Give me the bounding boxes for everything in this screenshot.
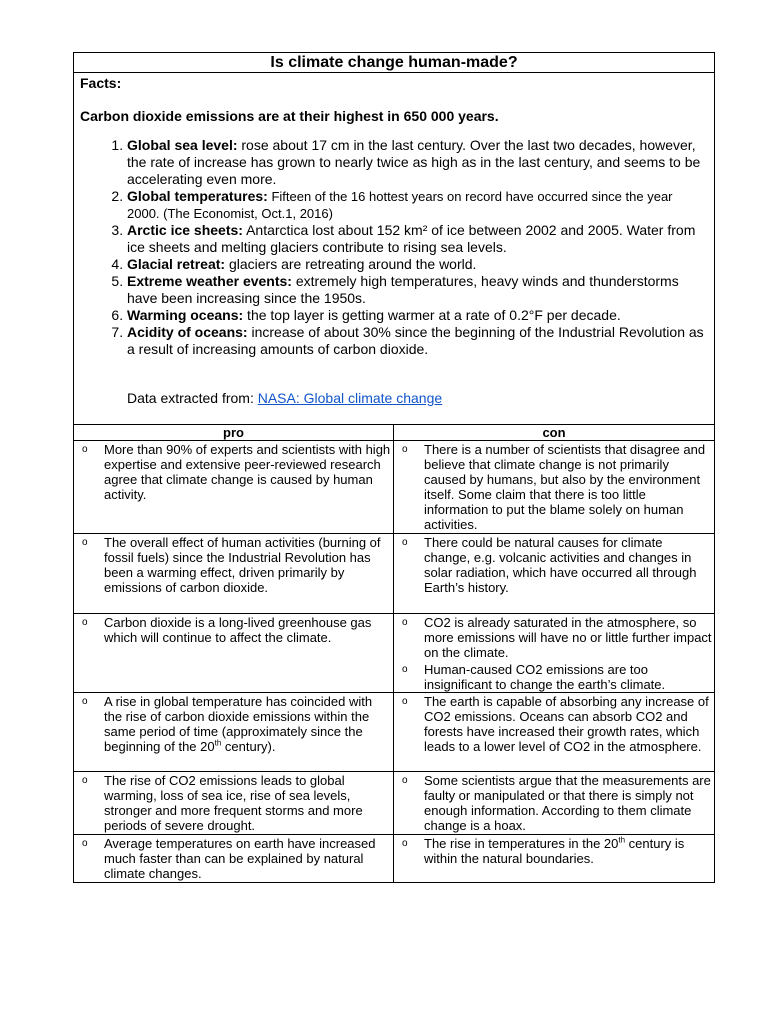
source-link[interactable]: NASA: Global climate change: [257, 390, 443, 406]
pro-cell: [74, 772, 394, 835]
con-cell: [394, 534, 715, 614]
bullet-circle-icon: o: [82, 537, 88, 548]
bullet-circle-icon: o: [402, 617, 408, 628]
fact-label: Global temperatures:: [127, 188, 268, 204]
con-argument: o There could be natural causes for climate change, e.g. volcanic activities and changes in solar radiation, which have occurred all through Earth’s history.: [402, 535, 697, 595]
fact-text: rose about 17 cm in the last century. Over the last two decades, however, the rate of increase has grown to nearly twice as high as in the last century, and seems to be accelerating even more.: [127, 137, 701, 187]
facts-label: Facts:: [80, 75, 122, 91]
fact-label: Global sea level:: [127, 137, 238, 153]
document-title: Is climate change human-made?: [74, 53, 715, 73]
fact-item: [127, 273, 708, 307]
fact-label: Extreme weather events:: [127, 273, 292, 289]
pro-cell: [74, 835, 394, 883]
pro-argument: o The rise of CO2 emissions leads to global warming, loss of sea ice, rise of sea levels, stronger and more frequent storms and more periods of severe drought.: [82, 773, 363, 833]
fact-item: [127, 137, 708, 188]
con-argument: o There is a number of scientists that disagree and believe that climate change is not primarily caused by humans, but also by the environment itself. Some claim that there is too little information to put the blame solely on human activities.: [402, 442, 706, 532]
fact-label: Arctic ice sheets:: [127, 222, 243, 238]
source-prefix: Data extracted from:: [127, 390, 258, 406]
pro-cell: [74, 441, 394, 534]
fact-text: the top layer is getting warmer at a rate of 0.2°F per decade.: [243, 307, 621, 323]
bullet-circle-icon: o: [82, 775, 88, 786]
fact-text: Fifteen of the 16 hottest years on record have occurred since the year 2000. (The Economist, Oct.1, 2016): [127, 189, 673, 221]
facts-section: [74, 73, 715, 425]
fact-text: extremely high temperatures, heavy winds and thunderstorms have been increasing since the 1950s.: [127, 273, 679, 306]
con-cell: [394, 835, 715, 883]
bullet-circle-icon: o: [402, 537, 408, 548]
fact-item: [127, 324, 708, 358]
facts-headline: Carbon dioxide emissions are at their highest in 650 000 years.: [80, 108, 499, 124]
con-argument: o The earth is capable of absorbing any increase of CO2 emissions. Oceans can absorb CO2 and forests have increased their growth rates, which leads to a lower level of CO2 in the atmosphere.: [402, 694, 709, 754]
pro-header: pro: [74, 425, 394, 441]
fact-label: Warming oceans:: [127, 307, 244, 323]
bullet-circle-icon: o: [402, 696, 408, 707]
pro-argument: o Carbon dioxide is a long-lived greenhouse gas which will continue to affect the climate.: [82, 615, 372, 645]
con-argument: o Human-caused CO2 emissions are too insignificant to change the earth’s climate.: [402, 662, 666, 692]
con-argument: o CO2 is already saturated in the atmosphere, so more emissions will have no or little further impact on the climate.: [402, 615, 712, 660]
facts-list: [80, 137, 708, 358]
bullet-circle-icon: o: [402, 838, 408, 849]
fact-text: Antarctica lost about 152 km² of ice between 2002 and 2005. Water from ice sheets and melting glaciers contribute to rising sea levels.: [127, 222, 696, 255]
bullet-circle-icon: o: [402, 775, 408, 786]
pro-cell: [74, 693, 394, 772]
bullet-circle-icon: o: [402, 444, 408, 455]
pro-cell: [74, 614, 394, 693]
pro-cell: [74, 534, 394, 614]
con-cell: [394, 772, 715, 835]
pro-argument: o Average temperatures on earth have increased much faster than can be explained by natural climate changes.: [82, 836, 376, 881]
fact-text: increase of about 30% since the beginning of the Industrial Revolution as a result of increasing amounts of carbon dioxide.: [127, 324, 704, 357]
document-table: [73, 52, 715, 883]
con-cell: [394, 441, 715, 534]
fact-label: Acidity of oceans:: [127, 324, 248, 340]
fact-item: [127, 256, 708, 273]
bullet-circle-icon: o: [402, 664, 408, 675]
pro-argument: o The overall effect of human activities (burning of fossil fuels) since the Industrial Revolution has been a warming effect, driven primarily by emissions of carbon dioxide.: [82, 535, 381, 595]
pro-argument: o More than 90% of experts and scientists with high expertise and extensive peer-reviewed research agree that climate change is caused by human activity.: [82, 442, 391, 502]
source-line: [127, 390, 708, 407]
pro-argument: o A rise in global temperature has coincided with the rise of carbon dioxide emissions within the same period of time (approximately since the beginning of the 20th century).: [82, 694, 373, 754]
con-argument: o The rise in temperatures in the 20th century is within the natural boundaries.: [402, 835, 685, 866]
bullet-circle-icon: o: [82, 617, 88, 628]
con-argument: o Some scientists argue that the measurements are faulty or manipulated or that there is simply not enough information. According to them climate change is a hoax.: [402, 773, 711, 833]
fact-item: [127, 307, 708, 324]
fact-item: [127, 222, 708, 256]
bullet-circle-icon: o: [82, 444, 88, 455]
con-header: con: [394, 425, 715, 441]
fact-item: [127, 188, 708, 222]
fact-label: Glacial retreat:: [127, 256, 226, 272]
bullet-circle-icon: o: [82, 696, 88, 707]
con-cell: [394, 693, 715, 772]
fact-text: glaciers are retreating around the world.: [225, 256, 477, 272]
con-cell: [394, 614, 715, 693]
bullet-circle-icon: o: [82, 838, 88, 849]
